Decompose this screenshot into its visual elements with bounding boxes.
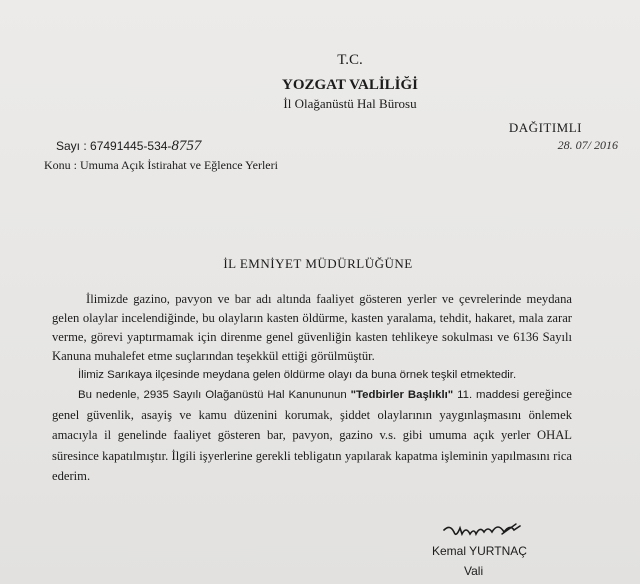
letterhead-bureau: İl Olağanüstü Hal Bürosu	[283, 96, 417, 111]
body-paragraph-1: İlimizde gazino, pavyon ve bar adı altında faaliyet gösteren yerler ve çevrelerinde meydana gelen olaylar incelendiğinde, bu olayların kasten öldürme, kasten yaralama, tehdit, hakaret, mala zarar verme, görevi yaptırmamak için direnme genel güvenliğin kasten tehlikeye sokulması ve 6136 Sayılı Kanuna muhalefet etme suçlarından teşekkül ettiği görülmüştür.	[52, 292, 572, 363]
signer-name: Kemal YURTNAÇ	[432, 544, 527, 558]
letterhead	[0, 52, 640, 112]
signer-title: Vali	[464, 564, 484, 578]
handwritten-date: 28. 07/ 2016	[557, 138, 618, 152]
subject-line: Konu : Umuma Açık İstirahat ve Eğlence Yerleri	[44, 158, 278, 172]
handwritten-signature	[440, 520, 530, 546]
body-paragraph-3-cont: gereğince genel güvenlik, asayiş ve kamu düzenini korumak, şiddet olaylarının yaygınlaşmasını önlemek amacıyla il genelinde faaliyet gösteren bar, pavyon, gazino v.s. gibi umuma açık yerler OHAL süresince kapatılmıştır. İlgili işyerlerine gerekli tebligatın yapılarak kapatma işleminin yapılmasını rica ederim.	[52, 387, 572, 483]
body-paragraph-2: İlimiz Sarıkaya ilçesinde meydana gelen öldürme olayı da buna örnek teşkil etmektedir.	[78, 369, 517, 381]
reference-prefix: Sayı : 67491445-534-	[56, 139, 172, 153]
body-paragraph-3-bold: "Tedbirler Başlıklı"	[350, 389, 454, 401]
body-paragraph-3	[52, 385, 572, 488]
addressee: İL EMNİYET MÜDÜRLÜĞÜNE	[223, 256, 413, 271]
body-paragraph-3-start: Bu nedenle, 2935 Sayılı Olağanüstü Hal Kanununun	[78, 389, 351, 401]
reference-handwritten: 8757	[171, 138, 202, 154]
body-paragraph-3-mid: 11. maddesi	[453, 389, 520, 401]
letterhead-country: T.C.	[337, 52, 363, 68]
distribution-label: DAĞITIMLI	[508, 120, 582, 135]
letter-body	[52, 290, 572, 488]
reference-number	[56, 138, 201, 155]
letterhead-office: YOZGAT VALİLİĞİ	[281, 77, 419, 93]
